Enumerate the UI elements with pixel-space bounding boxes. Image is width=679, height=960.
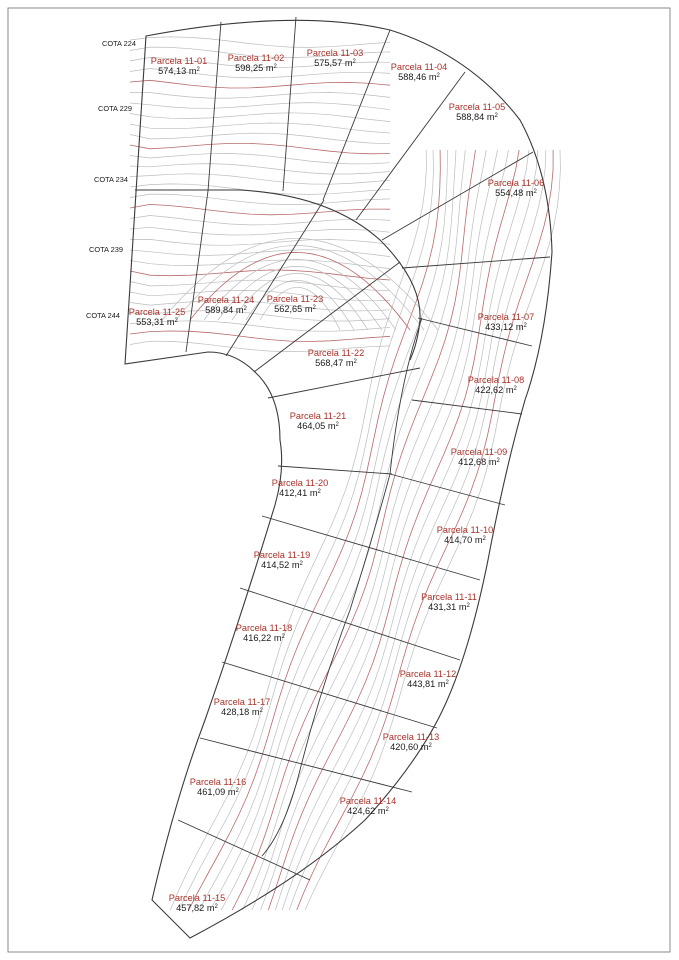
cota-label: COTA 244 (86, 311, 120, 320)
parcel-11-17[interactable] (214, 697, 271, 717)
parcel-name: Parcela 11-11 (421, 592, 477, 602)
parcel-area: 575,57 $m^2$ (314, 58, 356, 68)
parcel-11-13[interactable] (383, 732, 440, 752)
contour-line (130, 93, 390, 99)
parcel-name: Parcela 11-25 (128, 307, 186, 317)
parcel-area: 589,84 $m^2$ (205, 305, 247, 315)
cota-label: COTA 224 (102, 39, 136, 48)
parcel-11-14[interactable] (340, 796, 397, 816)
parcel-name: Parcela 11-06 (487, 178, 545, 188)
parcel-name: Parcela 11-01 (150, 56, 208, 66)
parcel-11-21[interactable] (290, 411, 347, 431)
parcel-name: Parcela 11-17 (213, 697, 271, 707)
contour-line (130, 280, 390, 291)
parcel-area: 457,82 $m^2$ (176, 903, 218, 913)
contour-line (289, 150, 546, 910)
contour-line (130, 113, 390, 122)
parcel-name: Parcela 11-05 (448, 102, 506, 112)
major-contour-line (130, 270, 390, 280)
parcel-11-19[interactable] (254, 550, 311, 570)
cota-label: COTA 239 (89, 245, 123, 254)
major-contour-line (297, 150, 553, 910)
contour-line (130, 103, 390, 110)
parcel-11-24[interactable] (198, 295, 255, 315)
parcel-11-25[interactable] (129, 307, 186, 327)
parcel-11-02[interactable] (228, 53, 285, 73)
parcel-11-22[interactable] (308, 348, 365, 368)
major-contour-line (130, 331, 390, 342)
parcel-name: Parcela 11-12 (399, 669, 457, 679)
parcel-area: 588,46 $m^2$ (398, 72, 440, 82)
parcel-name: Parcela 11-18 (235, 623, 293, 633)
parcel-area: 416,22 $m^2$ (243, 633, 285, 643)
contour-line (130, 133, 390, 144)
parcel-name: Parcela 11-07 (477, 312, 535, 322)
parcel-area: 598,25 $m^2$ (235, 63, 277, 73)
parcel-name: Parcela 11-02 (227, 53, 285, 63)
parcel-name: Parcela 11-15 (168, 893, 226, 903)
contour-line (130, 194, 390, 205)
sheet-frame (8, 8, 670, 952)
parcel-area: 461,09 $m^2$ (197, 787, 239, 797)
parcel-11-05[interactable] (449, 102, 506, 122)
parcel-area: 562,65 $m^2$ (274, 304, 316, 314)
contour-line (130, 227, 390, 235)
parcel-area: 464,05 $m^2$ (297, 421, 339, 431)
major-contour-line (130, 80, 390, 88)
parcel-name: Parcela 11-03 (306, 48, 364, 58)
parcel-11-18[interactable] (236, 623, 293, 643)
contour-line (130, 154, 390, 164)
parcel-11-04[interactable] (391, 62, 448, 82)
development-outline (125, 20, 552, 938)
parcel-name: Parcela 11-16 (189, 777, 247, 787)
major-contour-line (130, 204, 390, 214)
parcel-area: 412,68 $m^2$ (458, 457, 500, 467)
contour-line (130, 184, 390, 195)
parcel-area: 588,84 $m^2$ (456, 112, 498, 122)
parcel-name: Parcela 11-24 (197, 295, 255, 305)
parcel-11-10[interactable] (437, 525, 494, 545)
cota-labels (86, 39, 136, 320)
parcel-area: 422,62 $m^2$ (475, 385, 517, 395)
parcel-area: 554,48 $m^2$ (495, 188, 537, 198)
parcel-11-06[interactable] (488, 178, 545, 198)
contour-line (130, 250, 390, 257)
parcel-name: Parcela 11-21 (289, 411, 347, 421)
parcel-11-15[interactable] (169, 893, 226, 913)
parcel-11-23[interactable] (267, 294, 324, 314)
contour-line (130, 164, 390, 174)
contour-line (282, 150, 538, 910)
cota-label: COTA 234 (94, 175, 128, 184)
parcel-area: 414,52 $m^2$ (261, 560, 303, 570)
parcel-area: 443,81 $m^2$ (407, 679, 449, 689)
parcel-name: Parcela 11-10 (436, 525, 494, 535)
culdesac-curve (135, 190, 420, 360)
parcel-11-16[interactable] (190, 777, 247, 797)
parcel-area: 428,18 $m^2$ (221, 707, 263, 717)
parcel-name: Parcela 11-23 (266, 294, 324, 304)
parcel-name: Parcela 11-04 (390, 62, 448, 72)
parcel-area: 433,12 $m^2$ (485, 322, 527, 332)
parcel-name: Parcela 11-09 (450, 447, 508, 457)
parcel-area: 424,62 $m^2$ (347, 806, 389, 816)
parcel-11-07[interactable] (478, 312, 535, 332)
parcel-area: 431,31 $m^2$ (428, 602, 470, 612)
parcel-area: 412,41 $m^2$ (279, 488, 321, 498)
parcel-labels (129, 48, 545, 913)
parcel-area: 414,70 $m^2$ (444, 535, 486, 545)
parcel-11-08[interactable] (468, 375, 525, 395)
parcel-name: Parcela 11-22 (307, 348, 365, 358)
parcel-11-01[interactable] (151, 56, 208, 76)
contour-line (130, 174, 390, 184)
parcel-area: 420,60 $m^2$ (390, 742, 432, 752)
parcel-name: Parcela 11-19 (253, 550, 311, 560)
parcel-11-03[interactable] (307, 48, 364, 68)
parcel-name: Parcela 11-13 (382, 732, 440, 742)
parcel-11-11[interactable] (421, 592, 477, 612)
parcel-area: 553,31 $m^2$ (136, 317, 178, 327)
parcel-area: 568,47 $m^2$ (315, 358, 357, 368)
parcel-area: 574,13 $m^2$ (158, 66, 200, 76)
major-contour-line (130, 143, 390, 153)
parcel-11-20[interactable] (272, 478, 329, 498)
contour-line (130, 216, 390, 225)
parcel-name: Parcela 11-14 (339, 796, 397, 806)
cota-label: COTA 229 (98, 104, 132, 113)
contour-line (130, 37, 390, 48)
parcel-11-12[interactable] (400, 669, 457, 689)
parcel-name: Parcela 11-08 (467, 375, 525, 385)
parcel-11-09[interactable] (451, 447, 508, 467)
parcel-name: Parcela 11-20 (271, 478, 329, 488)
